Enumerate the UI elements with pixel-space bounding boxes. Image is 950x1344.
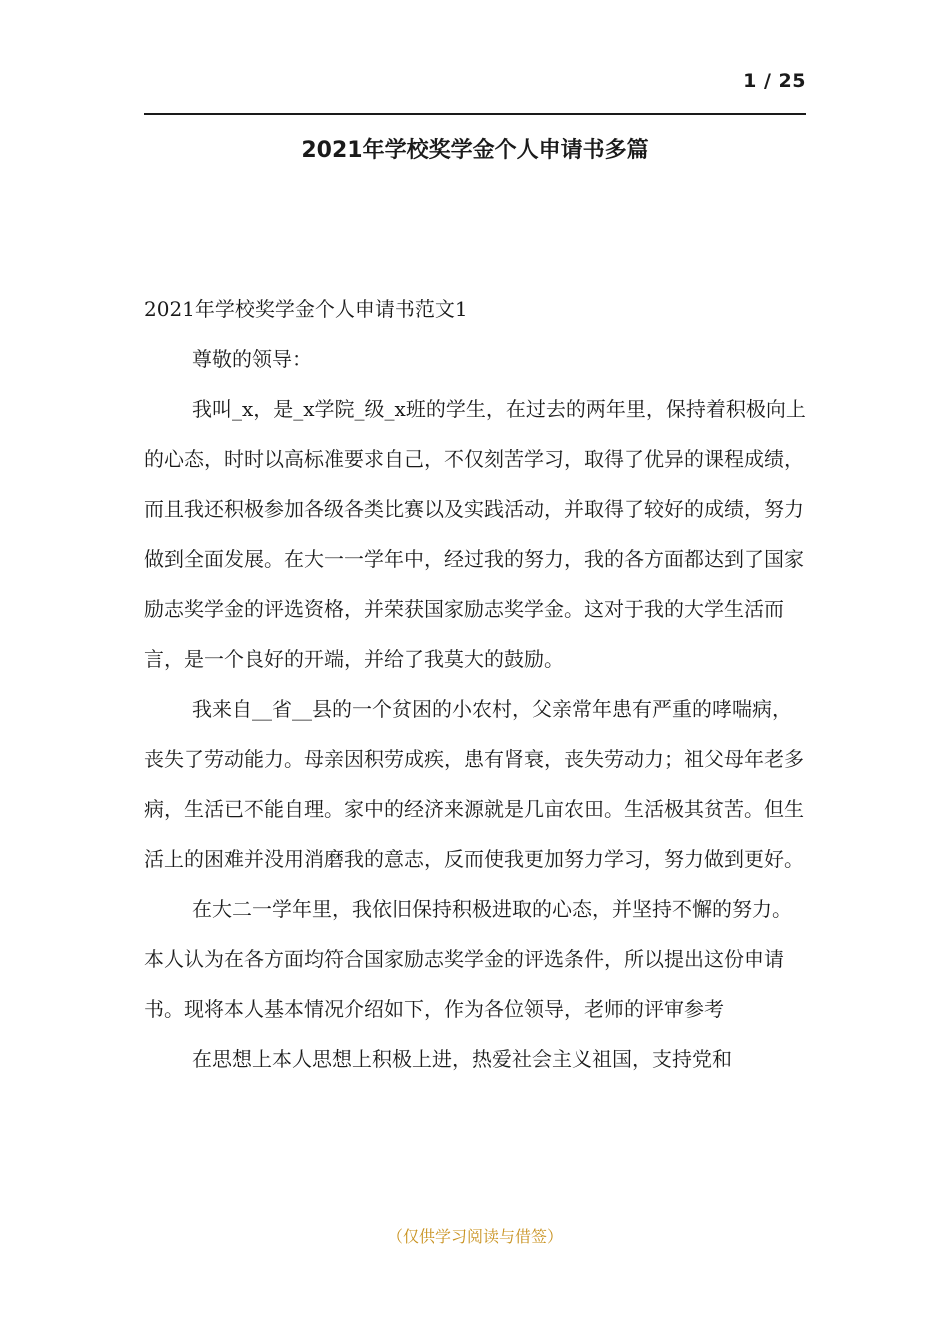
page-number: 1 / 25 (743, 70, 806, 92)
paragraph-1: 我叫_x，是_x学院_级_x班的学生，在过去的两年里，保持着积极向上的心态，时时以高标准要求自己，不仅刻苦学习，取得了优异的课程成绩，而且我还积极参加各级各类比赛以及实践活动，并取得了较好的成绩，努力做到全面发展。在大一一学年中，经过我的努力，我的各方面都达到了国家励志奖学金的评选资格，并荣获国家励志奖学金。这对于我的大学生活而言，是一个良好的开端，并给了我莫大的鼓励。 (144, 397, 806, 671)
header-rule (144, 113, 806, 115)
footer-watermark: （仅供学习阅读与借签） (386, 1227, 563, 1246)
document-title: 2021年学校奖学金个人申请书多篇 (301, 138, 649, 163)
paragraph-3: 在大二一学年里，我依旧保持积极进取的心态，并坚持不懈的努力。本人认为在各方面均符合国家励志奖学金的评选条件，所以提出这份申请书。现将本人基本情况介绍如下，作为各位领导，老师的评审参考 (144, 897, 792, 1021)
paragraph-4: 在思想上本人思想上积极上进，热爱社会主义祖国，支持党和 (192, 1047, 732, 1071)
paragraph-2: 我来自__省__县的一个贫困的小农村，父亲常年患有严重的哮喘病，丧失了劳动能力。母亲因积劳成疾，患有肾衰，丧失劳动力；祖父母年老多病，生活已不能自理。家中的经济来源就是几亩农田。生活极其贫苦。但生活上的困难并没用消磨我的意志，反而使我更加努力学习，努力做到更好。 (144, 697, 804, 871)
section-heading: 2021年学校奖学金个人申请书范文1 (144, 297, 468, 321)
document-body (144, 284, 810, 1084)
salutation: 尊敬的领导： (192, 347, 312, 371)
